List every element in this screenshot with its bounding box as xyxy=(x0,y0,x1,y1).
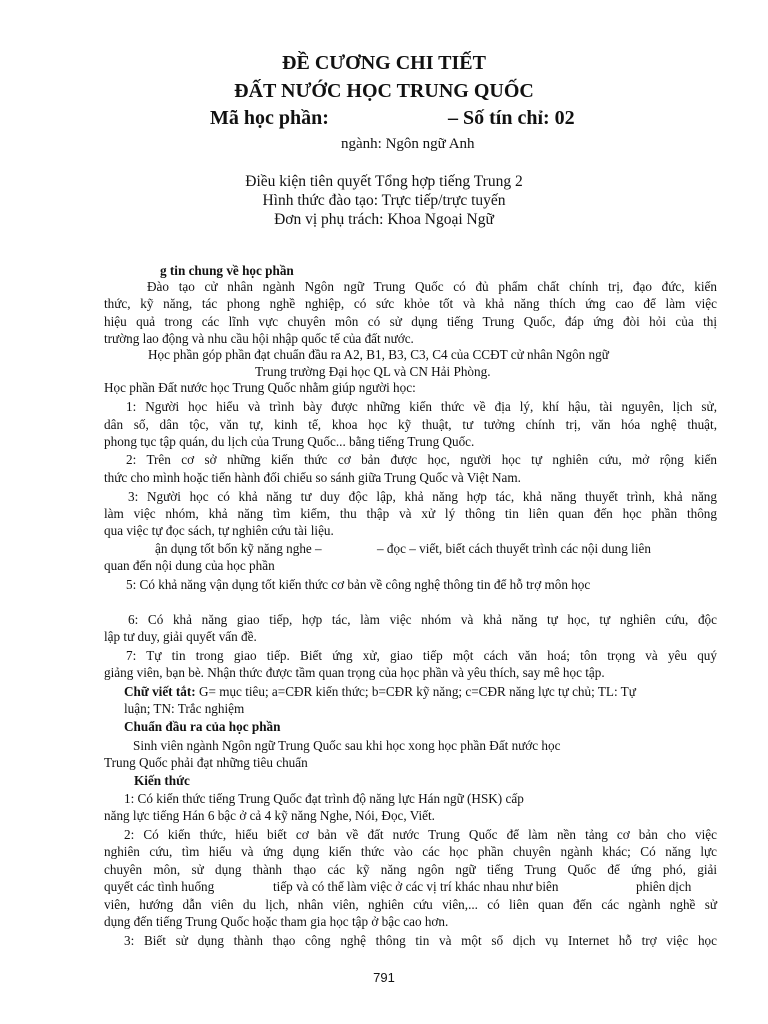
goal-line: 2: Trên cơ sở những kiến thức cơ bản được học, người học tự nghiên cứu, mở rộng kiến xyxy=(126,452,717,467)
outcome-line: 2: Có kiến thức, hiểu biết cơ bản về đất nước Trung Quốc để làm nền tảng cơ bản cho việc xyxy=(124,827,717,842)
outcome-line: dụng đến tiếng Trung Quốc hoặc tham gia học tập ở bậc cao hơn. xyxy=(104,914,449,929)
goal-line: ận dụng tốt bốn kỹ năng nghe – xyxy=(155,541,322,556)
goal-line: – đọc – viết, biết cách thuyết trình các nội dung liên xyxy=(377,541,651,556)
abbreviations-line xyxy=(124,683,636,701)
goal-line: quan đến nội dung của học phần xyxy=(104,558,275,573)
goal-line: lập tư duy, giải quyết vấn đề. xyxy=(104,629,257,644)
paragraph-line: Trung trường Đại học QL và CN Hải Phòng. xyxy=(255,364,491,379)
goal-line: dân số, dân tộc, văn tự, kinh tế, khoa học kỹ thuật, tư tưởng chính trị, văn hóa nghệ thuật, xyxy=(104,417,717,432)
abbreviations-line: luận; TN: Trắc nghiệm xyxy=(124,701,245,716)
outcome-line: nghiên cứu, tìm hiểu và ứng dụng kiến thức vào các học phần chuyên ngành khác; Có năng lực xyxy=(104,844,717,859)
prerequisite-line: Điều kiện tiên quyết Tổng hợp tiếng Trung 2 xyxy=(245,173,523,190)
paragraph-line: thức, kỹ năng, tác phong nghề nghiệp, có sức khỏe tốt và khả năng thích ứng cao để làm việc xyxy=(104,296,717,311)
outcome-line: quyết các tình huống xyxy=(104,879,215,894)
page-number: 791 xyxy=(373,970,395,985)
course-code-label: Mã học phần: xyxy=(210,107,329,129)
outcome-line: chuyên môn, sử dụng thành thạo các kỹ năng ngôn ngữ tiếng Trung Quốc để ứng phó, giải xyxy=(104,862,717,877)
outcome-line: 3: Biết sử dụng thành thạo công nghệ thông tin và một số dịch vụ Internet hỗ trợ việc học xyxy=(124,933,717,948)
subheading-knowledge: Kiến thức xyxy=(134,773,190,788)
goal-line: thức cho mình hoặc tiến hành đối chiếu so sánh giữa Trung Quốc và Việt Nam. xyxy=(104,470,521,485)
section-heading-learning-outcomes: Chuẩn đầu ra của học phần xyxy=(124,719,281,734)
outcome-line: viên, hướng dẫn viên du lịch, nhân viên, nghiên cứu viên,... có liên quan đến các ngành nghề sử xyxy=(104,897,717,912)
paragraph-line: Học phần góp phần đạt chuẩn đầu ra A2, B1, B3, C3, C4 của CCĐT cử nhân Ngôn ngữ xyxy=(148,347,609,362)
goal-line: 1: Người học hiểu và trình bày được những kiến thức về địa lý, khí hậu, tài nguyên, lịch sử, xyxy=(126,399,717,414)
paragraph-line: Sinh viên ngành Ngôn ngữ Trung Quốc sau khi học xong học phần Đất nước học xyxy=(133,738,561,753)
paragraph-line: Đào tạo cử nhân ngành Ngôn ngữ Trung Quốc có đủ phẩm chất chính trị, đạo đức, kiến xyxy=(147,279,717,294)
outcome-line: 1: Có kiến thức tiếng Trung Quốc đạt trình độ năng lực Hán ngữ (HSK) cấp xyxy=(124,791,524,806)
responsible-unit-line: Đơn vị phụ trách: Khoa Ngoại Ngữ xyxy=(274,211,494,228)
paragraph-line: trường lao động và nhu cầu hội nhập quốc tế của đất nước. xyxy=(104,331,414,346)
goal-line: làm việc nhóm, khả năng tìm kiếm, thu thập và xử lý thông tin liên quan đến học phần thông xyxy=(104,506,717,521)
goal-line: 5: Có khả năng vận dụng tốt kiến thức cơ bản về công nghệ thông tin để hỗ trợ môn học xyxy=(126,577,591,592)
paragraph-line: Học phần Đất nước học Trung Quốc nhằm giúp người học: xyxy=(104,380,416,395)
goal-line: qua việc tự đọc sách, tự nghiên cứu tài liệu. xyxy=(104,523,334,538)
training-mode-line: Hình thức đào tạo: Trực tiếp/trực tuyến xyxy=(262,192,506,209)
goal-line: giảng viên, bạn bè. Nhận thức được tầm quan trọng của học phần và yêu thích, say mê học tập. xyxy=(104,665,605,680)
abbreviations-text: G= mục tiêu; a=CĐR kiến thức; b=CĐR kỹ năng; c=CĐR năng lực tự chủ; TL: Tự xyxy=(195,684,636,699)
major-line: ngành: Ngôn ngữ Anh xyxy=(341,136,475,152)
document-title: ĐỀ CƯƠNG CHI TIẾT xyxy=(282,52,486,74)
abbreviations-label: Chữ viết tắt: xyxy=(124,684,196,699)
paragraph-line: Trung Quốc phải đạt những tiêu chuẩn xyxy=(104,755,308,770)
outcome-line: tiếp và có thể làm việc ở các vị trí khác nhau như biên xyxy=(273,879,559,894)
outcome-line: phiên dịch xyxy=(636,879,692,894)
goal-line: 3: Người học có khả năng tư duy độc lập, khả năng hợp tác, khả năng thuyết trình, khả năng xyxy=(128,489,717,504)
goal-line: phong tục tập quán, du lịch của Trung Quốc... bằng tiếng Trung Quốc. xyxy=(104,434,475,449)
credits-label: – Số tín chỉ: 02 xyxy=(448,107,575,129)
section-heading-general-info: g tin chung về học phần xyxy=(160,263,294,278)
outcome-line: năng lực tiếng Hán 6 bậc ở cả 4 kỹ năng Nghe, Nói, Đọc, Viết. xyxy=(104,808,435,823)
goal-line: 6: Có khả năng giao tiếp, hợp tác, làm việc nhóm và khả năng tự học, tự nghiên cứu, độc xyxy=(128,612,717,627)
goal-line: 7: Tự tin trong giao tiếp. Biết ứng xử, giao tiếp một cách văn hoá; tôn trọng và yêu quý xyxy=(126,648,717,663)
paragraph-line: hiệu quả trong các lĩnh vực chuyên môn có sử dụng tiếng Trung Quốc, đáp ứng đòi hỏi của thị xyxy=(104,314,717,329)
course-name: ĐẤT NƯỚC HỌC TRUNG QUỐC xyxy=(234,80,534,102)
